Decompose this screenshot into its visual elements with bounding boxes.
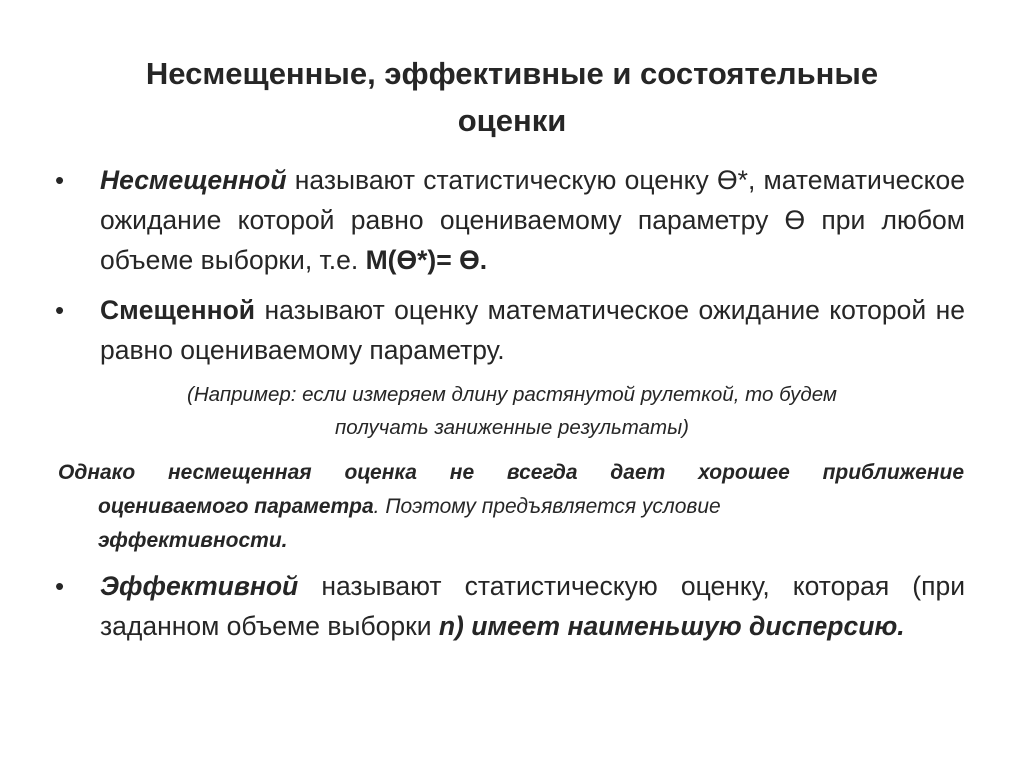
note-rest: . Поэтому предъявляется условие <box>373 495 721 518</box>
note-bold-second: оцениваемого параметра <box>98 495 374 518</box>
example-line-1: (Например: если измеряем длину растянутой рулеткой, то будем <box>187 383 837 406</box>
formula: M(ϴ*)= ϴ. <box>365 245 488 275</box>
term-biased: Смещенной <box>100 295 256 325</box>
example-note <box>60 378 964 444</box>
bullet-dot: • <box>55 295 65 325</box>
title-line-2: оценки <box>457 103 567 138</box>
note-indent <box>58 490 964 558</box>
term-efficient: Эффективной <box>100 571 299 601</box>
efficiency-note <box>58 456 964 558</box>
example-line-2: получать заниженные результаты) <box>334 416 690 439</box>
note-bold-last: эффективности. <box>98 529 288 552</box>
definition-biased: называют оценку математическое ожидание которой не равно оцениваемому параметру. <box>100 295 965 365</box>
slide-title <box>100 50 924 144</box>
efficient-emphasis: n) имеет наименьшую дисперсию. <box>438 611 905 641</box>
note-bold-first: Однако несмещенная оценка не всегда дает хорошее приближение <box>58 461 964 484</box>
bullet-text <box>100 160 965 280</box>
definition-unbiased: называют статистическую оценку ϴ*, математическое ожидание которой равно оцениваемому параметру ϴ при любом объеме выборки, т.е. <box>100 165 965 275</box>
definition-efficient: называют статистическую оценку, которая (при заданном объеме выборки <box>100 571 965 641</box>
bullet-biased <box>55 290 965 370</box>
term-unbiased: Несмещенной <box>100 165 287 195</box>
title-line-1: Несмещенные, эффективные и состоятельные <box>145 56 879 91</box>
bullet-dot: • <box>55 165 65 195</box>
bullet-efficient <box>55 566 965 646</box>
bullet-text <box>100 566 965 646</box>
bullet-unbiased <box>55 160 965 280</box>
bullet-dot: • <box>55 571 65 601</box>
bullet-text <box>100 290 965 370</box>
